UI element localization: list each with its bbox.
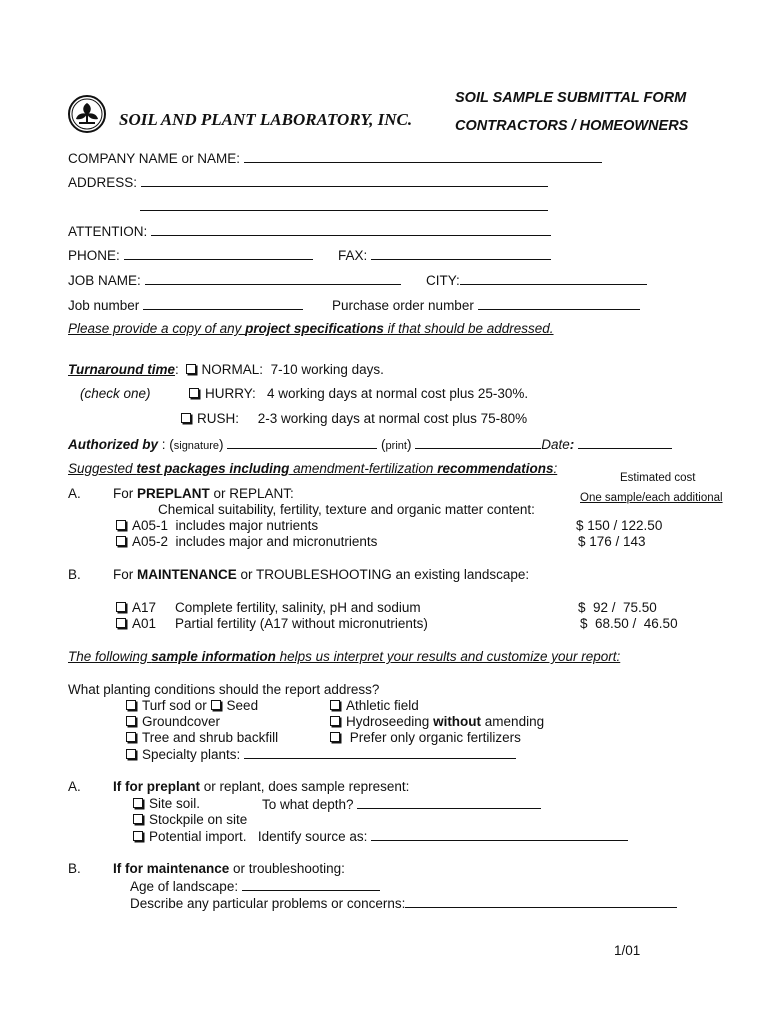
preplant-letter: A. [68,779,81,794]
maintenance-letter: B. [68,861,81,876]
page-number: 1/01 [614,943,641,958]
maintenance-heading: If for maintenance or troubleshooting: [113,861,345,876]
depth-field[interactable]: To what depth? [262,796,541,813]
organic-fertilizer-checkbox[interactable] [330,732,340,742]
tree-shrub-option: Tree and shrub backfill [126,730,278,746]
authorized-row: Authorized by : (signature) (print) Date: [68,436,672,454]
package-a01-cost: $ 68.50 / 46.50 [580,616,678,631]
stockpile-checkbox[interactable] [133,814,143,824]
company-name: SOIL AND PLANT LABORATORY, INC. [119,110,413,129]
section-a-heading: For PREPLANT or REPLANT: [113,486,294,501]
specialty-plants-field[interactable] [244,746,516,759]
turf-seed-option: Turf sod or Seed [126,698,258,714]
problems-field[interactable]: Describe any particular problems or concerns: [130,895,677,912]
section-b-heading: For MAINTENANCE or TROUBLESHOOTING an existing landscape: [113,567,530,582]
sample-info-heading: The following sample information helps us interpret your results and customize your report: [68,649,621,664]
planting-question: What planting conditions should the report address? [68,682,380,697]
turnaround-hurry-checkbox[interactable] [189,388,199,398]
package-a05-1-checkbox[interactable] [116,520,126,530]
age-field[interactable]: Age of landscape: [130,878,380,895]
date-field[interactable] [578,436,672,449]
site-soil-checkbox[interactable] [133,798,143,808]
section-b-letter: B. [68,567,81,582]
stockpile-option: Stockpile on site [133,812,247,828]
cost-header: Estimated cost [620,472,696,484]
potential-import-option: Potential import. Identify source as: [133,828,628,845]
fax-field[interactable]: FAX: [338,247,551,264]
address-line-2[interactable] [140,198,548,215]
specialty-plants-checkbox[interactable] [126,749,136,759]
seed-checkbox[interactable] [211,700,221,710]
package-a05-1: A05-1 includes major nutrients [116,518,318,534]
groundcover-option: Groundcover [126,714,220,730]
package-a05-2: A05-2 includes major and micronutrients [116,534,377,550]
turnaround-normal-checkbox[interactable] [186,364,196,374]
athletic-option: Athletic field [330,698,419,714]
athletic-field-checkbox[interactable] [330,700,340,710]
groundcover-checkbox[interactable] [126,716,136,726]
package-a05-2-cost: $ 176 / 143 [578,534,646,549]
form-subtitle: CONTRACTORS / HOMEOWNERS [455,118,689,134]
potential-import-checkbox[interactable] [133,831,143,841]
print-name-field[interactable] [415,436,541,449]
hydroseeding-checkbox[interactable] [330,716,340,726]
turnaround-hurry-row: HURRY: 4 working days at normal cost plus 25-30%. [189,386,528,402]
tree-shrub-checkbox[interactable] [126,732,136,742]
packages-heading: Suggested test packages including amendment-fertilization recommendations: [68,461,558,476]
specialty-option: Specialty plants: [126,746,516,763]
package-a17: A17 Complete fertility, salinity, pH and sodium [116,600,421,616]
source-field[interactable] [371,828,628,841]
package-a01: A01 Partial fertility (A17 without micronutrients) [116,616,428,632]
job-name-field[interactable]: JOB NAME: [68,272,401,289]
city-field[interactable]: CITY: [426,272,647,289]
turnaround-rush-checkbox[interactable] [181,413,191,423]
cost-subheader: One sample/each additional [580,492,723,504]
attention-field[interactable]: ATTENTION: [68,223,551,240]
package-a05-2-checkbox[interactable] [116,536,126,546]
company-name-field[interactable]: COMPANY NAME or NAME: [68,150,602,167]
signature-field[interactable] [227,436,377,449]
organic-option: Prefer only organic fertilizers [330,730,521,746]
address-field[interactable]: ADDRESS: [68,174,548,191]
turf-sod-checkbox[interactable] [126,700,136,710]
lab-logo [67,94,107,134]
turnaround-rush-row: RUSH: 2-3 working days at normal cost plus 75-80% [181,411,527,427]
job-number-field[interactable]: Job number [68,297,303,314]
site-soil-option: Site soil. [133,796,200,812]
form-title: SOIL SAMPLE SUBMITTAL FORM [455,90,687,106]
specs-note: Please provide a copy of any project specifications if that should be addressed. [68,321,554,336]
turnaround-normal-row: Turnaround time: NORMAL: 7-10 working days. [68,362,384,377]
package-a05-1-cost: $ 150 / 122.50 [576,518,663,533]
po-number-field[interactable]: Purchase order number [332,297,640,314]
package-a17-cost: $ 92 / 75.50 [578,600,657,615]
package-a17-checkbox[interactable] [116,602,126,612]
package-a01-checkbox[interactable] [116,618,126,628]
preplant-heading: If for preplant or replant, does sample represent: [113,779,410,794]
check-one-note: (check one) [80,386,151,401]
phone-field[interactable]: PHONE: [68,247,313,264]
section-a-desc: Chemical suitability, fertility, texture and organic matter content: [158,502,535,517]
section-a-letter: A. [68,486,81,501]
hydroseeding-option: Hydroseeding without amending [330,714,544,730]
